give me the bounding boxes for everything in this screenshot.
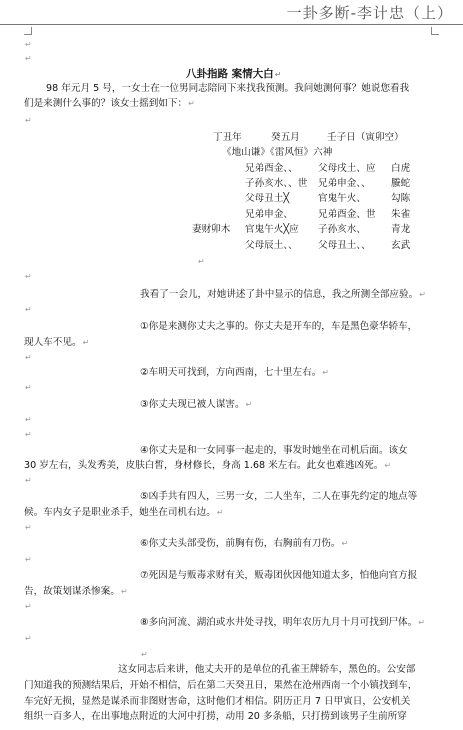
margin-corner-mark — [24, 27, 32, 35]
hexagram-line-god: 玄武 — [391, 240, 411, 251]
paragraph-mark: ↵ — [25, 523, 32, 532]
paragraph-mark: ↵ — [341, 539, 349, 548]
prediction-point: ④你丈夫是和一女同事一起走的，事发时她坐在司机后面。该女 — [140, 445, 408, 456]
paragraph-mark: ↵ — [198, 257, 205, 266]
prediction-point: 现人车不见。↵ — [24, 337, 90, 348]
hexagram-line-god: 青龙 — [391, 224, 411, 235]
prediction-point: 候。车内女子是职业杀手，她坐在司机右边。↵ — [24, 507, 224, 518]
hexagram-line-main: 兄弟申金、 — [245, 209, 293, 220]
paragraph-mark: ↵ — [25, 634, 32, 643]
paragraph-mark: ↵ — [216, 508, 224, 517]
paragraph-mark: ↵ — [25, 272, 32, 281]
prediction-point: 30 岁左右，头发秀美，皮肤白皙，身材修长，身高 1.68 米左右。此女也难逃凶死。↵ — [24, 460, 392, 471]
header-rule — [0, 24, 463, 25]
hexagram-line-god: 白虎 — [391, 163, 411, 174]
paragraph-mark: ↵ — [274, 70, 282, 79]
paragraph-mark: ↵ — [322, 368, 329, 377]
prediction-point: ⑧多向河流、湖泊或水井处寻找，明年农历九月十月可找到尸体。↵ — [140, 617, 425, 628]
paragraph-mark: ↵ — [384, 461, 392, 470]
paragraph-mark: ↵ — [25, 383, 32, 392]
hexagram-line-changed: 父母丑土、、 — [318, 240, 371, 251]
paragraph-mark: ↵ — [25, 430, 32, 439]
hexagram-month: 癸五月 — [271, 132, 300, 143]
paragraph-mark: ↵ — [25, 415, 32, 424]
hexagram-day: 壬子日（寅卯空） — [327, 132, 404, 143]
paragraph-mark: ↵ — [25, 555, 32, 564]
paragraph-mark: ↵ — [25, 602, 32, 611]
hexagram-line-changed: 子孙亥水、 — [318, 224, 366, 235]
outcome-line: 车完好无损，显然是谋杀而非图财害命，这时他们才相信。阴历正月 7 日甲寅日，公安机关 — [24, 696, 411, 707]
hexagram-line-god: 勾陈 — [391, 193, 411, 204]
prediction-point: ⑥你丈夫头部受伤，前胸有伤，右胸前有刀伤。↵ — [140, 538, 349, 549]
outcome-line: 这女同志后来讲，他丈夫开的是单位的孔雀王牌轿车，黑色的。公安部 — [118, 664, 416, 675]
prediction-point: ⑤凶手共有四人，三男一女，二人坐车，二人在事先约定的地点等 — [140, 491, 418, 502]
paragraph-mark: ↵ — [141, 650, 148, 659]
prediction-point: ①你是来测你丈夫之事的。你丈夫是开车的，车是黑色豪华轿车， — [140, 321, 418, 332]
paragraph-mark: ↵ — [120, 587, 128, 596]
paragraph-mark: ↵ — [418, 618, 425, 627]
prediction-point: ⑦死因是与贩毒求财有关，贩毒团伙因他知道太多，怕他向官方报 — [140, 570, 418, 581]
paragraph-mark: ↵ — [25, 476, 32, 485]
running-header: 一卦多断-李计忠（上） — [286, 4, 453, 22]
hexagram-line-main: 官鬼午火╳应 — [245, 224, 299, 235]
paragraph-mark: ↵ — [188, 99, 195, 108]
paragraph-mark: ↵ — [25, 40, 32, 49]
paragraph-mark: ↵ — [82, 338, 90, 347]
hexagram-line-god: 螣蛇 — [391, 178, 411, 189]
intro-line: 们是来测什么事的？该女士摇到如下：↵ — [24, 98, 195, 109]
hexagram-line-main: 子孙亥水、、世 — [245, 178, 308, 189]
paragraph-mark: ↵ — [419, 290, 426, 299]
hexagram-line-main: 父母丑土╳ — [245, 193, 290, 204]
paragraph-mark: ↵ — [245, 400, 253, 409]
hexagram-line-changed: 官鬼午火、 — [318, 193, 366, 204]
paragraph-mark: ↵ — [25, 116, 32, 125]
hexagram-line-god: 朱雀 — [391, 209, 411, 220]
outcome-line: 门知道我的预测结果后，开始不相信，后在第二天癸丑日，果然在沧州西南一个小镇找到车， — [24, 680, 418, 691]
hexagram-line-changed: 父母戌土、应 — [318, 163, 376, 174]
hexagram-line-prefix: 妻财卯木 — [192, 224, 231, 235]
paragraph-mark: ↵ — [25, 305, 32, 314]
margin-corner-mark — [431, 27, 439, 35]
hexagram-names: 《地山谦》《雷风恒》六神 — [222, 147, 333, 158]
prediction-point: ②车明天可找到，方向西南，七十里左右。↵ — [140, 367, 329, 378]
intro-line: 98 年元月 5 号，一女士在一位男同志陪同下来找我预测。我问她测何事？她说您看我 — [46, 83, 410, 94]
outcome-line: 组织一百多人，在出事地点附近的大河中打捞，动用 20 多条船，只打捞到该男子生前所穿 — [24, 711, 407, 722]
article-title: 八卦指路 案情大白↵ — [186, 68, 282, 80]
paragraph-mark: ↵ — [25, 353, 32, 362]
paragraph-mark: ↵ — [25, 54, 32, 63]
reading-line: 我看了一会儿，对她讲述了卦中显示的信息，我之所测全部应验。↵ — [140, 289, 426, 300]
hexagram-line-changed: 兄弟申金、、 — [318, 178, 371, 189]
hexagram-year: 丁丑年 — [213, 132, 242, 143]
hexagram-line-changed: 兄弟酉金、世 — [318, 209, 376, 220]
hexagram-line-main: 父母辰土、、 — [245, 240, 298, 251]
prediction-point: ③你丈夫现已被人谋害。↵ — [140, 399, 253, 410]
prediction-point: 告，故策划谋杀惨案。↵ — [24, 586, 128, 597]
hexagram-line-main: 兄弟酉金、、 — [245, 163, 298, 174]
